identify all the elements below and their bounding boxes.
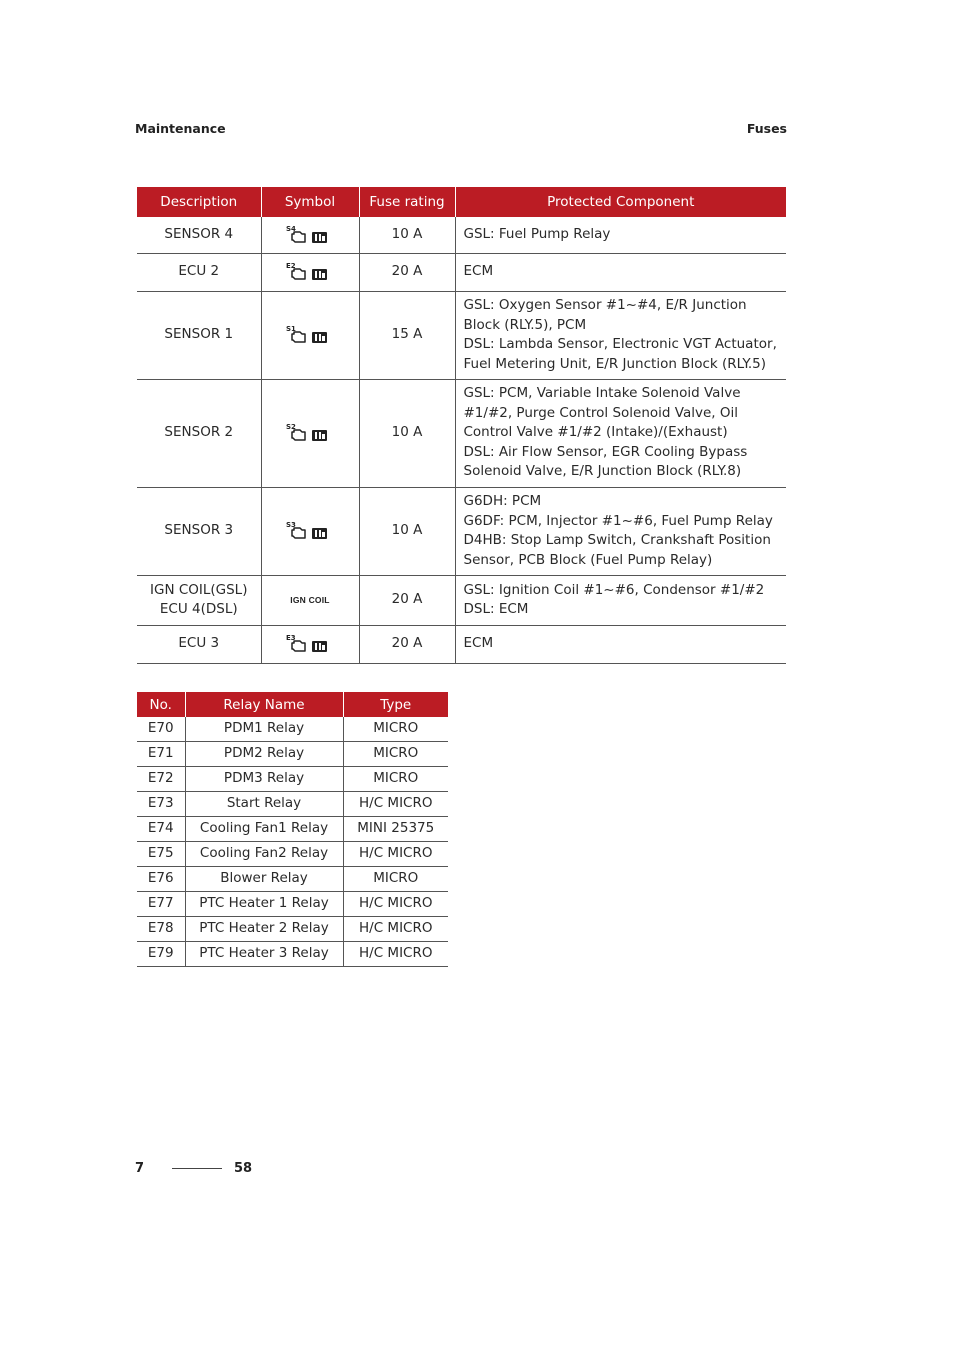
relay-type: MINI 25375 (343, 817, 448, 842)
fuse-symbol (261, 253, 359, 291)
fuse-protected-component: GSL: PCM, Variable Intake Solenoid Valve #1/#2, Purge Control Solenoid Valve, Oil Control Valve #1/#2 (Intake)/(Exhaust) DSL: Air Flow Sensor, EGR Cooling Bypass Solenoid Valve, E/R Junction Block (RLY.8) (455, 379, 786, 487)
engine-manual-icon (286, 420, 334, 446)
relay-no: E72 (137, 767, 185, 792)
section-title: Maintenance (135, 121, 226, 136)
fuse-rating: 20 A (359, 575, 455, 625)
symbol-code: S4 (286, 224, 296, 233)
relay-row (137, 892, 448, 917)
relay-type: MICRO (343, 767, 448, 792)
fuse-row (137, 625, 786, 663)
fuse-table (137, 187, 786, 664)
fuse-protected-component: GSL: Oxygen Sensor #1~#4, E/R Junction Block (RLY.5), PCM DSL: Lambda Sensor, Electronic VGT Actuator, Fuel Metering Unit, E/R Junction Block (RLY.5) (455, 291, 786, 379)
column-header-symbol: Symbol (261, 187, 359, 217)
chapter-number: 7 (135, 1161, 145, 1176)
relay-row (137, 842, 448, 867)
fuse-row (137, 487, 786, 575)
column-header-protected-component: Protected Component (455, 187, 786, 217)
fuse-rating: 10 A (359, 217, 455, 253)
topic-title: Fuses (746, 121, 787, 136)
relay-name: Blower Relay (185, 867, 343, 892)
relay-row (137, 867, 448, 892)
relay-row (137, 942, 448, 967)
fuse-description: SENSOR 2 (137, 379, 261, 487)
relay-type: H/C MICRO (343, 942, 448, 967)
relay-type: H/C MICRO (343, 842, 448, 867)
relay-name: PDM2 Relay (185, 742, 343, 767)
relay-row (137, 767, 448, 792)
column-header-type: Type (343, 692, 448, 717)
fuse-rating: 10 A (359, 379, 455, 487)
ign-coil-symbol-text: IGN COIL (290, 594, 330, 605)
relay-row (137, 742, 448, 767)
engine-manual-icon (286, 259, 334, 285)
fuse-description: SENSOR 3 (137, 487, 261, 575)
fuse-symbol (261, 217, 359, 253)
fuse-protected-component: G6DH: PCM G6DF: PCM, Injector #1~#6, Fuel Pump Relay D4HB: Stop Lamp Switch, Crankshaft Position Sensor, PCB Block (Fuel Pump Relay) (455, 487, 786, 575)
relay-no: E74 (137, 817, 185, 842)
relay-type: MICRO (343, 742, 448, 767)
symbol-code: S3 (286, 521, 296, 529)
relay-no: E75 (137, 842, 185, 867)
column-header-fuse-rating: Fuse rating (359, 187, 455, 217)
relay-name: PTC Heater 3 Relay (185, 942, 343, 967)
relay-no: E78 (137, 917, 185, 942)
engine-manual-icon (286, 631, 334, 657)
relay-row (137, 817, 448, 842)
relay-type: H/C MICRO (343, 917, 448, 942)
relay-row (137, 792, 448, 817)
relay-no: E70 (137, 717, 185, 742)
fuse-rating: 15 A (359, 291, 455, 379)
relay-row (137, 717, 448, 742)
fuse-description: ECU 3 (137, 625, 261, 663)
fuse-protected-component: GSL: Fuel Pump Relay (455, 217, 786, 253)
relay-table-header (137, 692, 448, 717)
relay-no: E73 (137, 792, 185, 817)
fuse-symbol (261, 575, 359, 625)
fuse-symbol (261, 291, 359, 379)
fuse-row (137, 575, 786, 625)
engine-manual-icon (286, 222, 334, 248)
fuse-description: IGN COIL(GSL) ECU 4(DSL) (137, 575, 261, 625)
symbol-code: E2 (286, 262, 296, 270)
engine-manual-icon (286, 518, 334, 544)
fuse-description: SENSOR 1 (137, 291, 261, 379)
relay-no: E76 (137, 867, 185, 892)
fuse-symbol (261, 379, 359, 487)
fuse-row (137, 291, 786, 379)
relay-name: PTC Heater 2 Relay (185, 917, 343, 942)
fuse-row (137, 379, 786, 487)
relay-type: H/C MICRO (343, 892, 448, 917)
fuse-rating: 10 A (359, 487, 455, 575)
relay-name: PTC Heater 1 Relay (185, 892, 343, 917)
relay-no: E79 (137, 942, 185, 967)
fuse-description: SENSOR 4 (137, 217, 261, 253)
relay-name: PDM1 Relay (185, 717, 343, 742)
relay-table (137, 692, 448, 967)
page-number: 58 (234, 1161, 253, 1176)
relay-name: PDM3 Relay (185, 767, 343, 792)
relay-no: E71 (137, 742, 185, 767)
symbol-code: S2 (286, 423, 296, 431)
fuse-table-header (137, 187, 786, 217)
column-header-no: No. (137, 692, 185, 717)
fuse-row (137, 253, 786, 291)
column-header-description: Description (137, 187, 261, 217)
relay-type: MICRO (343, 717, 448, 742)
relay-type: MICRO (343, 867, 448, 892)
relay-name: Cooling Fan2 Relay (185, 842, 343, 867)
symbol-code: S1 (286, 325, 296, 333)
fuse-protected-component: GSL: Ignition Coil #1~#6, Condensor #1/#2 DSL: ECM (455, 575, 786, 625)
relay-no: E77 (137, 892, 185, 917)
relay-type: H/C MICRO (343, 792, 448, 817)
column-header-relay-name: Relay Name (185, 692, 343, 717)
fuse-protected-component: ECM (455, 253, 786, 291)
fuse-row (137, 217, 786, 253)
fuse-protected-component: ECM (455, 625, 786, 663)
fuse-description: ECU 2 (137, 253, 261, 291)
fuse-symbol (261, 487, 359, 575)
symbol-code: E3 (286, 634, 296, 642)
fuse-symbol (261, 625, 359, 663)
relay-name: Start Relay (185, 792, 343, 817)
relay-row (137, 917, 448, 942)
footer-divider (172, 1168, 222, 1169)
engine-manual-icon (286, 322, 334, 348)
relay-name: Cooling Fan1 Relay (185, 817, 343, 842)
fuse-rating: 20 A (359, 625, 455, 663)
fuse-rating: 20 A (359, 253, 455, 291)
